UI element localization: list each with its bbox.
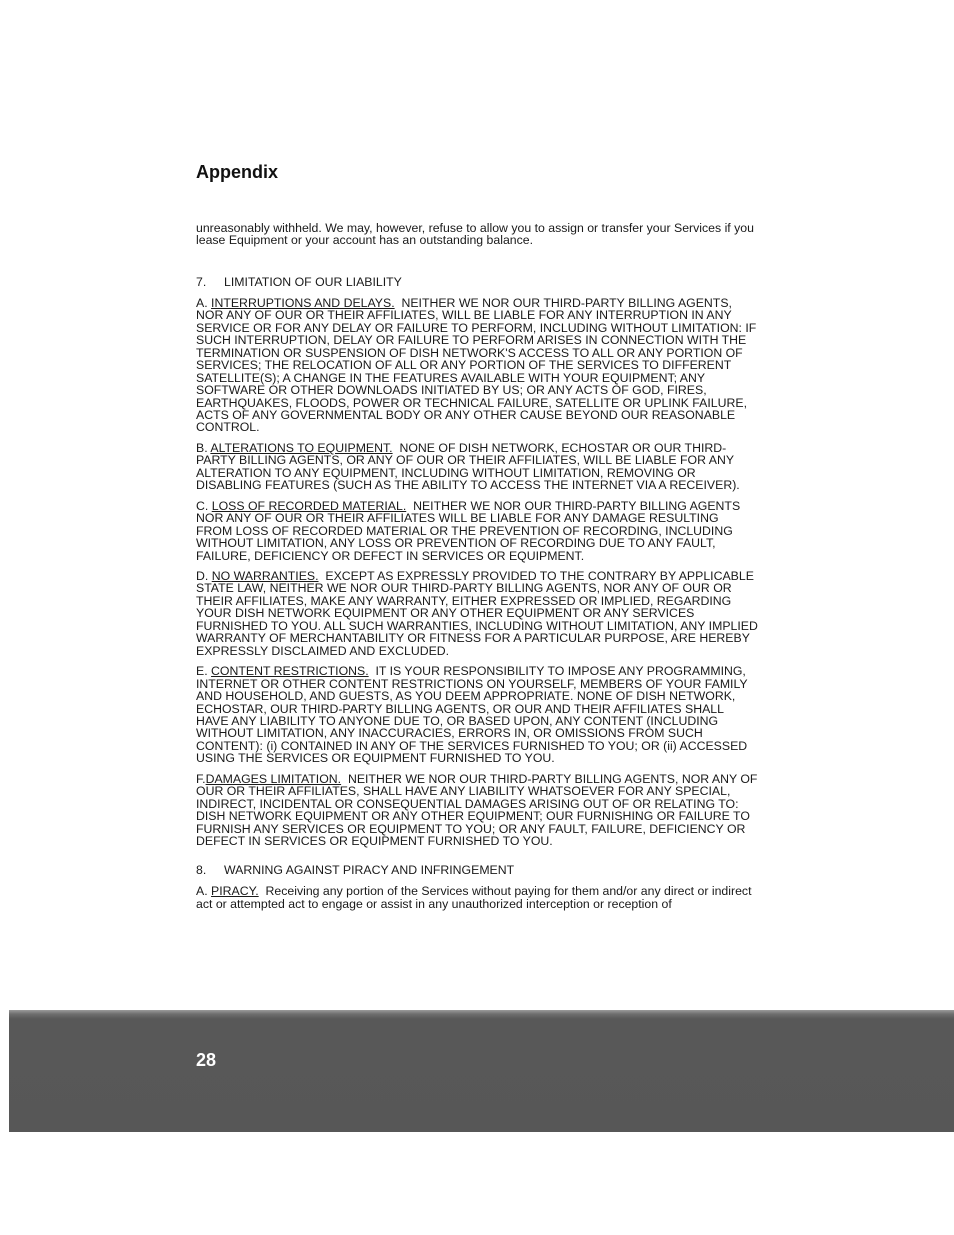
clause-letter: A. bbox=[196, 295, 208, 310]
clause-letter: F. bbox=[196, 771, 206, 786]
clause-letter: B. bbox=[196, 440, 208, 455]
clause-a-piracy bbox=[196, 885, 758, 910]
section-7-heading bbox=[196, 275, 758, 289]
clause-b-alterations bbox=[196, 442, 758, 492]
section-number: 7. bbox=[196, 274, 207, 289]
clause-heading: ALTERATIONS TO EQUIPMENT. bbox=[210, 440, 393, 455]
clause-a-interruptions bbox=[196, 297, 758, 434]
clause-letter: E. bbox=[196, 664, 208, 679]
clause-heading: CONTENT RESTRICTIONS. bbox=[211, 664, 369, 679]
intro-paragraph: unreasonably withheld. We may, however, refuse to allow you to assign or transfer your Services if you lease Equipment or your account has an outstanding balance. bbox=[196, 221, 754, 248]
clause-letter: D. bbox=[196, 568, 209, 583]
clause-c-recorded-material bbox=[196, 500, 758, 562]
clause-letter: C. bbox=[196, 498, 209, 513]
clause-text: EXCEPT AS EXPRESSLY PROVIDED TO THE CONTRARY BY APPLICABLE STATE LAW, NEITHER WE NOR OUR THIRD-PARTY BILLING AGENTS, NOR ANY OF OUR OR THEIR AFFILIATES, MAKE ANY WARRANTY, EITHER EXPRESSED OR IMPLIED, REGARDING YOUR DISH NETWORK EQUIPMENT OR ANY OTHER EQUIPMENT OR ANY SERVICES FURNISHED TO YOU. ALL SUCH WARRANTIES, INCLUDING WITHOUT LIMITATION, ANY IMPLIED WARRANTY OF MERCHANTABILITY OR FITNESS FOR A PARTICULAR PURPOSE, ARE HEREBY EXPRESSLY DISCLAIMED AND EXCLUDED. bbox=[196, 568, 758, 658]
section-8-heading bbox=[196, 863, 758, 877]
section-number: 8. bbox=[196, 863, 207, 878]
clause-heading: PIRACY. bbox=[211, 884, 259, 899]
clause-text: NONE OF DISH NETWORK, ECHOSTAR OR OUR THIRD-PARTY BILLING AGENTS, OR ANY OF OUR OR THEIR AFFILIATES, WILL BE LIABLE FOR ANY ALTERATION TO ANY EQUIPMENT, INCLUDING WITHOUT LIMITATION, REMOVING OR DISABLING FEATURES (SUCH AS THE ABILITY TO ACCESS THE INTERNET VIA A RECEIVER). bbox=[196, 440, 740, 493]
clause-text: IT IS YOUR RESPONSIBILITY TO IMPOSE ANY PROGRAMMING, INTERNET OR OTHER CONTENT RESTRICTIONS ON YOURSELF, MEMBERS OF YOUR FAMILY AND HOUSEHOLD, AND GUESTS, AS YOU DEEM APPROPRIATE. NONE OF DISH NETWORK, ECHOSTAR, OUR THIRD-PARTY BILLING AGENTS, OR OUR AND THEIR AFFILIATES SHALL HAVE ANY LIABILITY TO ANYONE DUE TO, OR BASED UPON, ANY CONTENT (INCLUDING WITHOUT LIMITATION, ANY INACCURACIES, ERRORS IN, OR OMISSIONS FROM SUCH CONTENT): (i) CONTAINED IN ANY OF THE SERVICES FURNISHED TO YOU; OR (ii) ACCESSED USING THE SERVICES OR EQUIPMENT FURNISHED TO YOU. bbox=[196, 664, 748, 766]
clause-text: NEITHER WE NOR OUR THIRD-PARTY BILLING AGENTS, NOR ANY OF OUR OR THEIR AFFILIATES, WILL BE LIABLE FOR ANY INTERRUPTION IN ANY SERVICE OR FOR ANY DELAY OR FAILURE TO PERFORM, INCLUDING WITHOUT LIMITATION: IF SUCH INTERRUPTION, DELAY OR FAILURE TO PERFORM ARISES IN CONNECTION WITH THE TERMINATION OR SUSPENSION OF DISH NETWORK'S ACCESS TO ALL OR ANY PORTION OF SERVICES; THE RELOCATION OF ALL OR ANY PORTION OF THE SERVICES TO DIFFERENT SATELLITE(S); A CHANGE IN THE FEATURES AVAILABLE WITH YOUR EQUIPMENT; ANY SOFTWARE OR OTHER DOWNLOADS INITIATED BY US; OR ANY ACTS OF GOD, FIRES, EARTHQUAKES, FLOODS, POWER OR TECHNICAL FAILURE, SATELLITE OR UPLINK FAILURE, ACTS OF ANY GOVERNMENTAL BODY OR ANY OTHER CAUSE BEYOND OUR REASONABLE CONTROL. bbox=[196, 295, 757, 435]
section-title: WARNING AGAINST PIRACY AND INFRINGEMENT bbox=[224, 863, 515, 878]
clause-heading: DAMAGES LIMITATION. bbox=[205, 771, 342, 786]
section-title: LIMITATION OF OUR LIABILITY bbox=[224, 274, 402, 289]
clause-e-content-restrictions bbox=[196, 665, 758, 765]
clause-letter: A. bbox=[196, 884, 208, 899]
clause-d-no-warranties bbox=[196, 570, 758, 657]
clause-text: NEITHER WE NOR OUR THIRD-PARTY BILLING AGENTS, NOR ANY OF OUR OR THEIR AFFILIATES, SHALL HAVE ANY LIABILITY WHATSOEVER FOR ANY SPECIAL, INDIRECT, INCIDENTAL OR CONSEQUENTIAL DAMAGES ARISING OUT OF OR RELATING TO: DISH NETWORK EQUIPMENT OR ANY OTHER EQUIPMENT; OUR FURNISHING OR FAILURE TO FURNISH ANY SERVICES OR EQUIPMENT TO YOU; OR ANY FAULT, FAILURE, DEFICIENCY OR DEFECT IN SERVICES OR EQUIPMENT FURNISHED TO YOU. bbox=[196, 771, 758, 849]
page-title: Appendix bbox=[196, 162, 279, 182]
footer-band bbox=[9, 1010, 954, 1132]
clause-heading: INTERRUPTIONS AND DELAYS. bbox=[211, 295, 395, 310]
clause-text: NEITHER WE NOR OUR THIRD-PARTY BILLING AGENTS NOR ANY OF OUR OR THEIR AFFILIATES WILL BE LIABLE FOR ANY DAMAGE RESULTING FROM LOSS OF RECORDED MATERIAL OR THE PREVENTION OF RECORDING, INCLUDING WITHOUT LIMITATION, ANY LOSS OR PREVENTION OF RECORDING DUE TO ANY FAULT, FAILURE, DEFICIENCY OR DEFECT IN SERVICES OR EQUIPMENT. bbox=[196, 498, 741, 563]
page-number: 28 bbox=[196, 1050, 217, 1070]
clause-heading: LOSS OF RECORDED MATERIAL. bbox=[211, 498, 407, 513]
clause-text: Receiving any portion of the Services without paying for them and/or any direct or indirect act or attempted act to engage or assist in any unauthorized interception or reception of bbox=[196, 884, 752, 911]
clause-f-damages-limitation bbox=[196, 773, 758, 848]
clause-heading: NO WARRANTIES. bbox=[211, 568, 319, 583]
document-body bbox=[196, 222, 758, 918]
